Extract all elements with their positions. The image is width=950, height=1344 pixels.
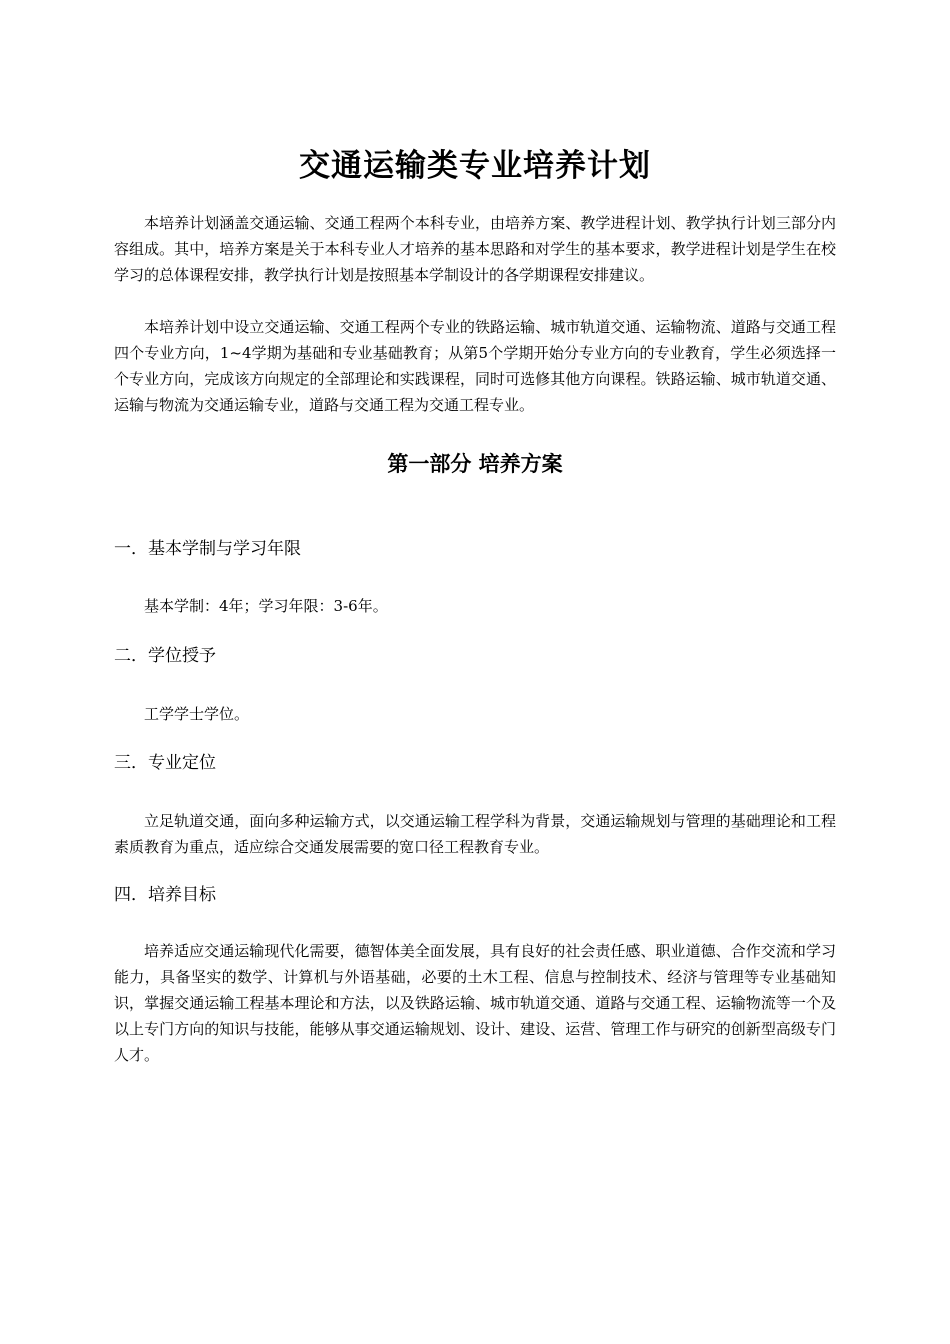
section-heading-1: 一．基本学制与学习年限 [114, 539, 301, 559]
intro-paragraph-1: 本培养计划涵盖交通运输、交通工程两个本科专业，由培养方案、教学进程计划、教学执行计划三部分内容组成。其中，培养方案是关于本科专业人才培养的基本思路和对学生的基本要求，教学进程计划是学生在校学习的总体课程安排，教学执行计划是按照基本学制设计的各学期课程安排建议。 [114, 214, 836, 284]
section-heading-2: 二．学位授予 [114, 646, 216, 666]
document-title: 交通运输类专业培养计划 [299, 148, 651, 184]
section-body-1: 基本学制：4年；学习年限：3-6年。 [144, 597, 388, 615]
section-body-2: 工学学士学位。 [144, 705, 250, 723]
section-body-4: 培养适应交通运输现代化需要，德智体美全面发展，具有良好的社会责任感、职业道德、合作交流和学习能力，具备坚实的数学、计算机与外语基础，必要的土木工程、信息与控制技术、经济与管理等专业基础知识，掌握交通运输工程基本理论和方法，以及铁路运输、城市轨道交通、道路与交通工程、运输物流等一个及以上专门方向的知识与技能，能够从事交通运输规划、设计、建设、运营、管理工作与研究的创新型高级专门人才。 [114, 942, 836, 1064]
intro-paragraph-2: 本培养计划中设立交通运输、交通工程两个专业的铁路运输、城市轨道交通、运输物流、道路与交通工程四个专业方向，1~4学期为基础和专业基础教育；从第5个学期开始分专业方向的专业教育，学生必须选择一个专业方向，完成该方向规定的全部理论和实践课程，同时可选修其他方向课程。铁路运输、城市轨道交通、运输与物流为交通运输专业，道路与交通工程为交通工程专业。 [114, 318, 836, 414]
section-heading-4: 四．培养目标 [114, 885, 216, 905]
section-heading-3: 三．专业定位 [114, 753, 216, 773]
section-body-3: 立足轨道交通，面向多种运输方式，以交通运输工程学科为背景，交通运输规划与管理的基础理论和工程素质教育为重点，适应综合交通发展需要的宽口径工程教育专业。 [114, 812, 836, 856]
part-title: 第一部分 培养方案 [387, 452, 563, 476]
